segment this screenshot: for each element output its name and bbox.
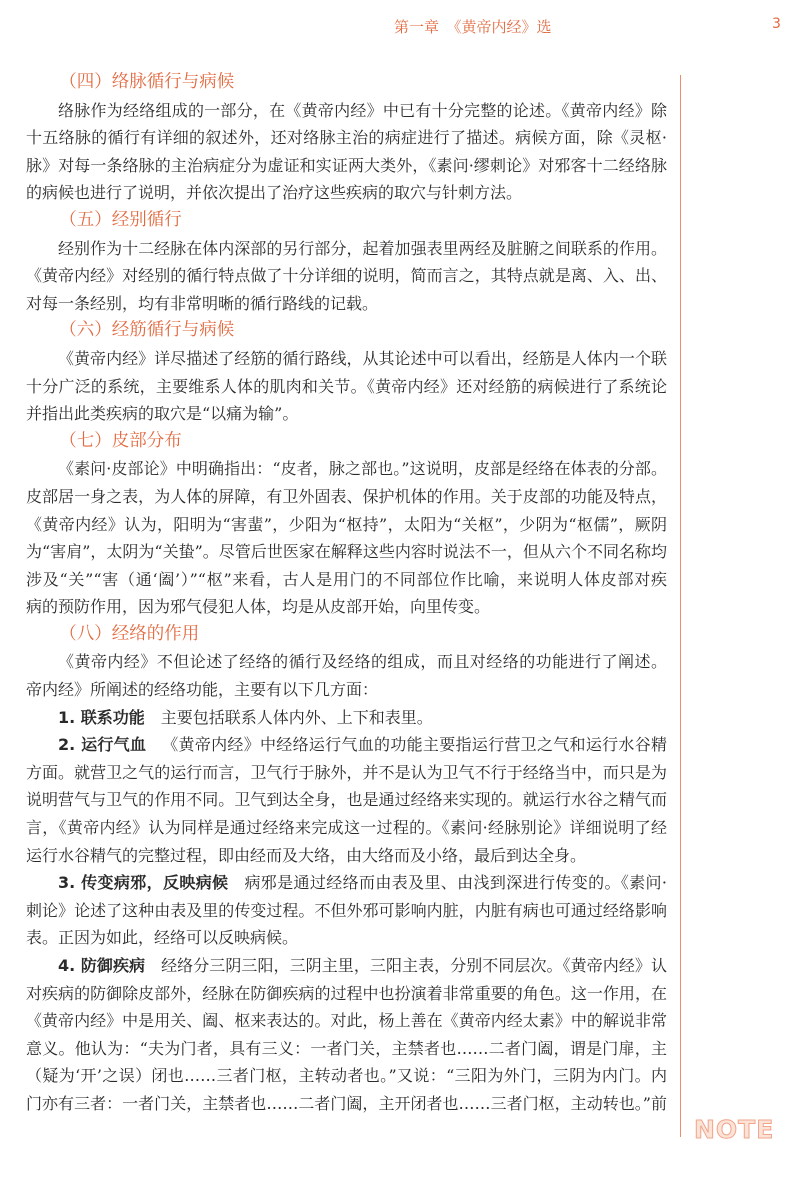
line-text: 对疾病的防御除皮部外，经脉在防御疾病的过程中也扮演着非常重要的角色。这一作用，在 [26,983,667,1003]
line-text: 病邪是通过经络而由表及里、由浅到深进行传变的。《素问· [244,873,667,893]
text-line [26,455,667,483]
section-heading: （八）经络的作用 [59,623,200,644]
line-text: 帝内经》所阐述的经络功能，主要有以下几方面： [26,680,379,700]
line-text: （疑为‘开’之误）闭也……三者门枢，主转动者也。”又说：“三阳为外门，三阴为内门。内 [26,1066,667,1086]
text-line [26,97,667,125]
section [26,428,667,621]
line-text: 络脉作为经络组成的一部分，在《黄帝内经》中已有十分完整的论述。《黄帝内经》除 [58,100,667,120]
text-line [26,538,667,566]
numbered-item [26,952,667,1118]
text-line [26,511,667,539]
section [26,69,667,207]
section-heading: （七）皮部分布 [59,430,182,451]
item-title: 4. 防御疾病 [58,956,146,975]
text-line [26,1035,667,1063]
text-line [26,980,667,1008]
text-line [26,676,667,704]
line-text: 皮部居一身之表，为人体的屏障，有卫外固表、保护机体的作用。关于皮部的功能及特点， [26,486,667,506]
page-body [26,69,667,1118]
text-line [26,952,667,980]
line-text: 脉》对每一条络脉的主治病症分为虚证和实证两大类外，《素问·缪刺论》对邪客十二经络脉 [26,155,667,175]
text-line [26,842,667,870]
line-text: 十五络脉的循行有详细的叙述外，还对络脉主治的病症进行了描述。病候方面，除《灵枢· [26,128,667,148]
line-text: 运行水谷精气的完整过程，即由经而及大络，由大络而及小络，最后到达全身。 [26,845,587,865]
text-line [26,483,667,511]
text-line [26,648,667,676]
line-text: 《黄帝内经》详尽描述了经筋的循行路线，从其论述中可以看出，经筋是人体内一个联 [58,348,667,368]
text-line [26,869,667,897]
line-text: 刺论》论述了这种由表及里的传变过程。不但外邪可影响内脏，内脏有病也可通过经络影响 [26,900,667,920]
text-line [26,290,667,318]
line-text: 的病候也进行了说明，并依次提出了治疗这些疾病的取穴与针刺方法。 [26,183,523,203]
section-heading: （六）经筋循行与病候 [59,320,235,341]
line-text: 《黄帝内经》认为，阳明为“害蜚”，少阳为“枢持”，太阳为“关枢”，少阴为“枢儒”，厥阴 [26,514,667,534]
note-margin-label: NOTE [694,1115,775,1144]
text-line [26,1090,667,1118]
margin-divider [680,75,681,1137]
line-text: 并指出此类疾病的取穴是“以痛为输”。 [26,404,299,424]
section-heading: （五）经别循行 [59,209,182,230]
numbered-item [26,704,667,732]
section [26,207,667,317]
line-text: 经络分三阴三阳，三阴主里，三阳主表，分别不同层次。《黄帝内经》认 [161,956,667,975]
paragraph [26,648,667,703]
line-text: 病的预防作用，因为邪气侵犯人体，均是从皮部开始，向里传变。 [26,597,491,617]
line-text: 《黄帝内经》中经络运行气血的功能主要指运行营卫之气和运行水谷精 [162,735,667,755]
text-line [26,179,667,207]
item-title: 3. 传变病邪，反映病候 [58,873,229,893]
section [26,621,667,1118]
text-line [26,566,667,594]
paragraph [26,455,667,621]
line-text: 说明营气与卫气的作用不同。卫气到达全身，也是通过经络来实现的。就运行水谷之精气而 [26,790,667,810]
line-text: 《素问·皮部论》中明确指出：“皮者，脉之部也。”这说明，皮部是经络在体表的分部。 [58,459,667,479]
text-line [26,152,667,180]
line-text: 为“害肩”，太阴为“关蛰”。尽管后世医家在解释这些内容时说法不一，但从六个不同名称均 [26,542,667,562]
line-text: 《黄帝内经》中是用关、阖、枢来表达的。对此，杨上善在《黄帝内经太素》中的解说非常 [26,1011,667,1031]
paragraph [26,97,667,207]
line-text: 十分广泛的系统，主要维系人体的肌肉和关节。《黄帝内经》还对经筋的病候进行了系统论 [26,376,667,396]
line-text: 意义。他认为：“夫为门者，具有三义：一者门关，主禁者也……二者门阖，谓是门扉，主 [26,1038,667,1058]
text-line [26,814,667,842]
section [26,317,667,427]
numbered-item [26,869,667,952]
line-text: 方面。就营卫之气的运行而言，卫气行于脉外，并不是认为卫气不行于经络当中，而只是为 [26,762,667,782]
item-title: 1. 联系功能 [58,707,145,727]
paragraph [26,345,667,428]
text-line [26,235,667,263]
running-header-chapter: 第一章 《黄帝内经》选 [394,18,552,36]
line-text: 言，《黄帝内经》认为同样是通过经络来完成这一过程的。《素问·经脉别论》详细说明了经 [26,818,667,838]
line-text: 主要包括联系人体内外、上下和表里。 [160,707,433,727]
line-text: 《黄帝内经》对经别的循行特点做了十分详细的说明，简而言之，其特点就是离、入、出、 [26,266,667,286]
line-text: 门亦有三者：一者门关，主禁者也……二者门阖，主开闭者也……三者门枢，主动转也。”前 [26,1093,667,1113]
text-line [26,593,667,621]
page-number: 3 [772,16,781,32]
text-line [26,786,667,814]
text-line [26,262,667,290]
line-text: 《黄帝内经》不但论述了经络的循行及经络的组成，而且对经络的功能进行了阐述。 [58,652,667,672]
line-text: 经别作为十二经脉在体内深部的另行部分，起着加强表里两经及脏腑之间联系的作用。 [58,238,667,258]
line-text: 涉及“关”“害（通‘阖’）”“枢”来看，古人是用门的不同部位作比喻，来说明人体皮部对疾 [26,569,667,589]
text-line [26,1062,667,1090]
text-line [26,373,667,401]
text-line [26,1007,667,1035]
text-line [26,731,667,759]
section-heading: （四）络脉循行与病候 [59,72,235,92]
text-line [26,759,667,787]
text-line [26,897,667,925]
text-line [26,704,667,732]
numbered-item [26,731,667,869]
text-line [26,924,667,952]
line-text: 表。正因为如此，经络可以反映病候。 [26,928,299,948]
item-title: 2. 运行气血 [58,735,147,755]
text-line [26,345,667,373]
text-line [26,400,667,428]
text-line [26,124,667,152]
line-text: 对每一条经别，均有非常明晰的循行路线的记载。 [26,293,379,313]
paragraph [26,235,667,318]
